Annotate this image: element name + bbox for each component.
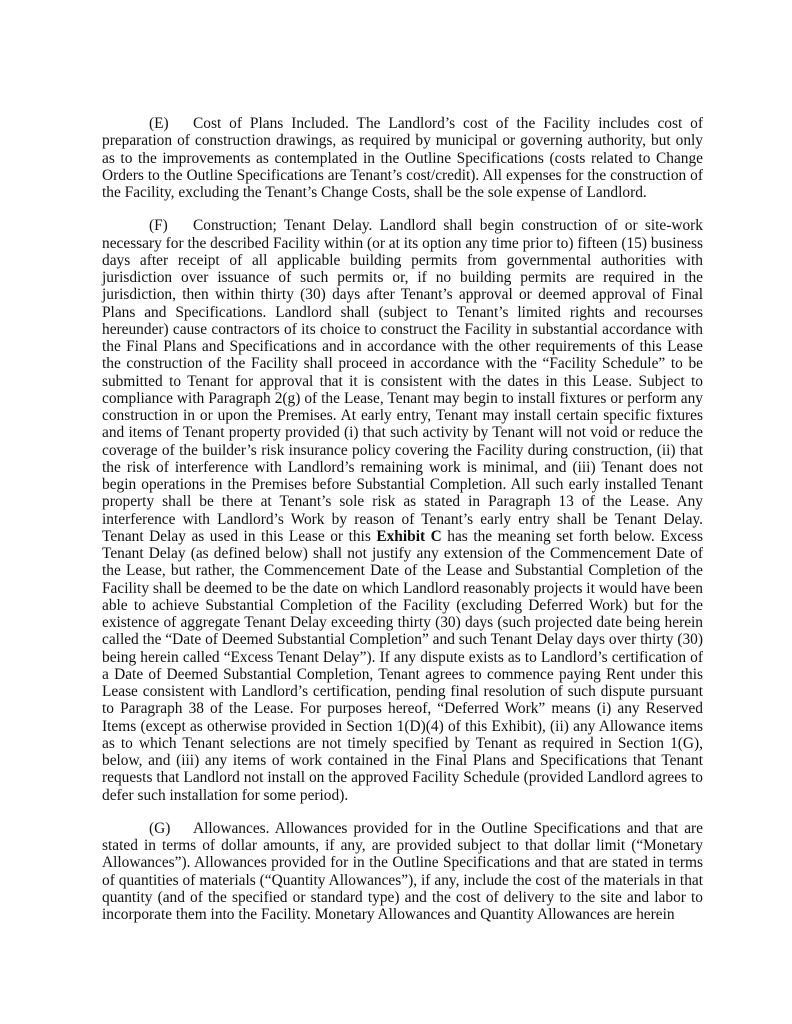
paragraph-f-construction-tenant-delay [102,217,703,804]
paragraph-e-cost-of-plans [102,115,703,201]
document-page [102,115,703,923]
paragraph-text: Allowances. Allowances provided for in the Outline Specifications and that are stated in terms of dollar amounts, if any, are provided subject to that dollar limit (“Monetary Allowances”). Allowances provided for in the Outline Specifications and that are stated in terms of quantities of materials (“Quantity Allowances”), if any, include the cost of the materials in that quantity (and of the specified or standard type) and the cost of delivery to the site and labor to incorporate them into the Facility. Monetary Allowances and Quantity Allowances are herein [102,819,703,923]
exhibit-reference: Exhibit C [376,527,442,545]
paragraph-text: Construction; Tenant Delay. Landlord shall begin construction of or site-work necessary for the described Facility within (or at its option any time prior to) fifteen (15) business days after receipt of all applicable building permits from governmental authorities with jurisdiction over issuance of such permits or, if no building permits are required in the jurisdiction, then within thirty (30) days after Tenant’s approval or deemed approval of Final Plans and Specifications. Landlord shall (subject to Tenant’s limited rights and recourses hereunder) cause contractors of its choice to construct the Facility in substantial accordance with the Final Plans and Specifications and in accordance with the other requirements of this Lease the construction of the Facility shall proceed in accordance with the “Facility Schedule” to be submitted to Tenant for approval that it is consistent with the dates in this Lease. Subject to compliance with Paragraph 2(g) of the Lease, Tenant may begin to install fixtures or perform any construction in or upon the Premises. At early entry, Tenant may install certain specific fixtures and items of Tenant property provided (i) that such activity by Tenant will not void or reduce the coverage of the builder’s risk insurance policy covering the Facility during construction, (ii) that the risk of interference with Landlord’s remaining work is minimal, and (iii) Tenant does not begin operations in the Premises before Substantial Completion. All such early installed Tenant property shall be there at Tenant’s sole risk as stated in Paragraph 13 of the Lease. Any interference with Landlord’s Work by reason of Tenant’s early entry shall be Tenant Delay. Tenant Delay as used in this Lease or this [102,217,703,545]
paragraph-label: (E) [149,115,169,132]
paragraph-g-allowances [102,820,703,924]
paragraph-label: (F) [149,217,168,235]
paragraph-label: (G) [149,819,171,837]
paragraph-text-continued: has the meaning set forth below. Excess Tenant Delay (as defined below) shall not justify any extension of the Commencement Date of the Lease, but rather, the Commencement Date of the Lease and Substantial Completion of the Facility shall be deemed to be the date on which Landlord reasonably projects it would have been able to achieve Substantial Completion of the Facility (excluding Deferred Work) but for the existence of aggregate Tenant Delay exceeding thirty (30) days (such projected date being herein called the “Date of Deemed Substantial Completion” and such Tenant Delay days over thirty (30) being herein called “Excess Tenant Delay”). If any dispute exists as to Landlord’s certification of a Date of Deemed Substantial Completion, Tenant agrees to commence paying Rent under this Lease consistent with Landlord’s certification, pending final resolution of such dispute pursuant to Paragraph 38 of the Lease. For purposes hereof, “Deferred Work” means (i) any Reserved Items (except as otherwise provided in Section 1(D)(4) of this Exhibit), (ii) any Allowance items as to which Tenant selections are not timely specified by Tenant as required in Section 1(G), below, and (iii) any items of work contained in the Final Plans and Specifications that Tenant requests that Landlord not install on the approved Facility Schedule (provided Landlord agrees to defer such installation for some period). [102,527,703,804]
paragraph-text: Cost of Plans Included. The Landlord’s cost of the Facility includes cost of preparation of construction drawings, as required by municipal or governing authority, but only as to the improvements as contemplated in the Outline Specifications (costs related to Change Orders to the Outline Specifications are Tenant’s cost/credit). All expenses for the construction of the Facility, excluding the Tenant’s Change Costs, shall be the sole expense of Landlord. [102,115,703,201]
